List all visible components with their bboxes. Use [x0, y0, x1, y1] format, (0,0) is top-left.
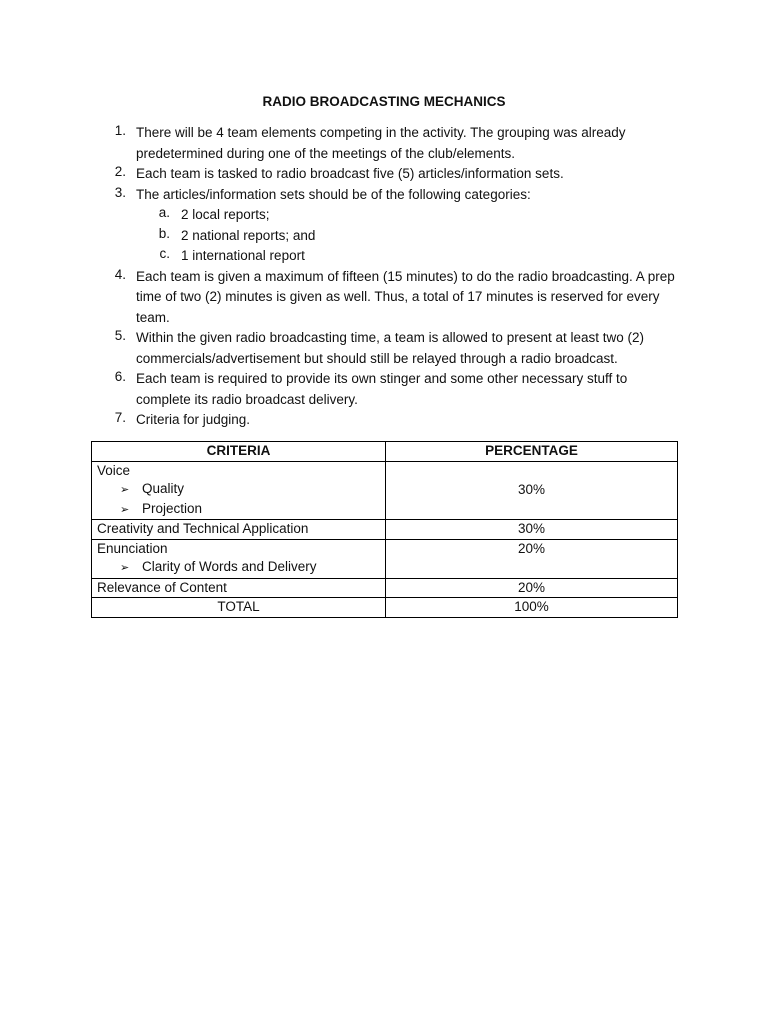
list-number: 1. [114, 123, 126, 138]
percentage-cell: 30% [386, 520, 678, 540]
list-number: 7. [114, 410, 126, 425]
table-total-row [92, 598, 678, 618]
criteria-cell [92, 539, 386, 578]
bullet-text: Quality [142, 481, 185, 496]
bullet-text: Projection [142, 500, 203, 516]
list-text: Each team is given a maximum of fifteen (15 minutes) to do the radio broadcasting. A prep time of two (2) minutes is given as well. Thus, a total of 17 minutes is reserved for every team. [136, 268, 675, 325]
list-number: 3. [114, 184, 126, 200]
table-row [92, 461, 678, 520]
list-text: The articles/information sets should be of the following categories: [136, 186, 531, 202]
percentage-cell: 20% [386, 539, 678, 578]
arrow-bullet-icon: ➢ [120, 484, 130, 496]
criteria-label: Enunciation [97, 540, 168, 556]
table-row [92, 520, 678, 540]
criteria-bullet [97, 480, 380, 500]
table-row [92, 578, 678, 598]
criteria-header: CRITERIA [92, 442, 386, 462]
criteria-cell: Creativity and Technical Application [92, 520, 386, 540]
mechanics-list [0, 123, 768, 431]
criteria-bullet [97, 558, 380, 578]
percentage-cell: 20% [386, 578, 678, 598]
sub-list-item [0, 246, 768, 267]
criteria-bullet [97, 500, 380, 520]
list-text: Each team is tasked to radio broadcast five (5) articles/information sets. [136, 166, 564, 181]
total-label: TOTAL [92, 598, 386, 618]
sub-list-item [0, 226, 768, 247]
list-item [0, 410, 768, 431]
list-number: 5. [114, 328, 126, 343]
sub-list-text: 2 national reports; and [181, 227, 316, 243]
list-item [0, 164, 768, 185]
list-item [0, 123, 768, 164]
list-number: 6. [114, 369, 126, 384]
list-item [0, 369, 768, 410]
arrow-bullet-icon: ➢ [120, 562, 130, 574]
list-number: 4. [114, 266, 126, 282]
percentage-cell: 30% [386, 461, 678, 520]
bullet-text: Clarity of Words and Delivery [142, 559, 317, 574]
sub-list-text: 1 international report [181, 248, 305, 263]
list-text: Criteria for judging. [136, 412, 251, 427]
sub-list-text: 2 local reports; [181, 207, 270, 222]
list-text: Within the given radio broadcasting time, a team is allowed to present at least two (2) commercials/advertisement but should still be relayed through a radio broadcast. [136, 330, 645, 366]
total-value: 100% [386, 598, 678, 618]
list-item [0, 185, 768, 206]
sub-list-item [0, 205, 768, 226]
list-item [0, 328, 768, 369]
table-row [92, 539, 678, 578]
table-header-row [92, 442, 678, 462]
sub-list-label: b. [158, 225, 170, 241]
criteria-cell [92, 461, 386, 520]
list-text: Each team is required to provide its own stinger and some other necessary stuff to complete its radio broadcast delivery. [136, 371, 628, 407]
list-item [0, 267, 768, 329]
percentage-header: PERCENTAGE [386, 442, 678, 462]
list-text: There will be 4 team elements competing in the activity. The grouping was already predetermined during one of the meetings of the club/elements. [136, 125, 626, 161]
sub-list-label: a. [158, 205, 170, 220]
criteria-cell: Relevance of Content [92, 578, 386, 598]
criteria-table [91, 441, 678, 618]
arrow-bullet-icon: ➢ [120, 503, 130, 516]
criteria-label: Voice [97, 462, 131, 478]
sub-list-label: c. [159, 246, 170, 261]
document-title: RADIO BROADCASTING MECHANICS [262, 94, 506, 109]
list-number: 2. [114, 164, 126, 179]
